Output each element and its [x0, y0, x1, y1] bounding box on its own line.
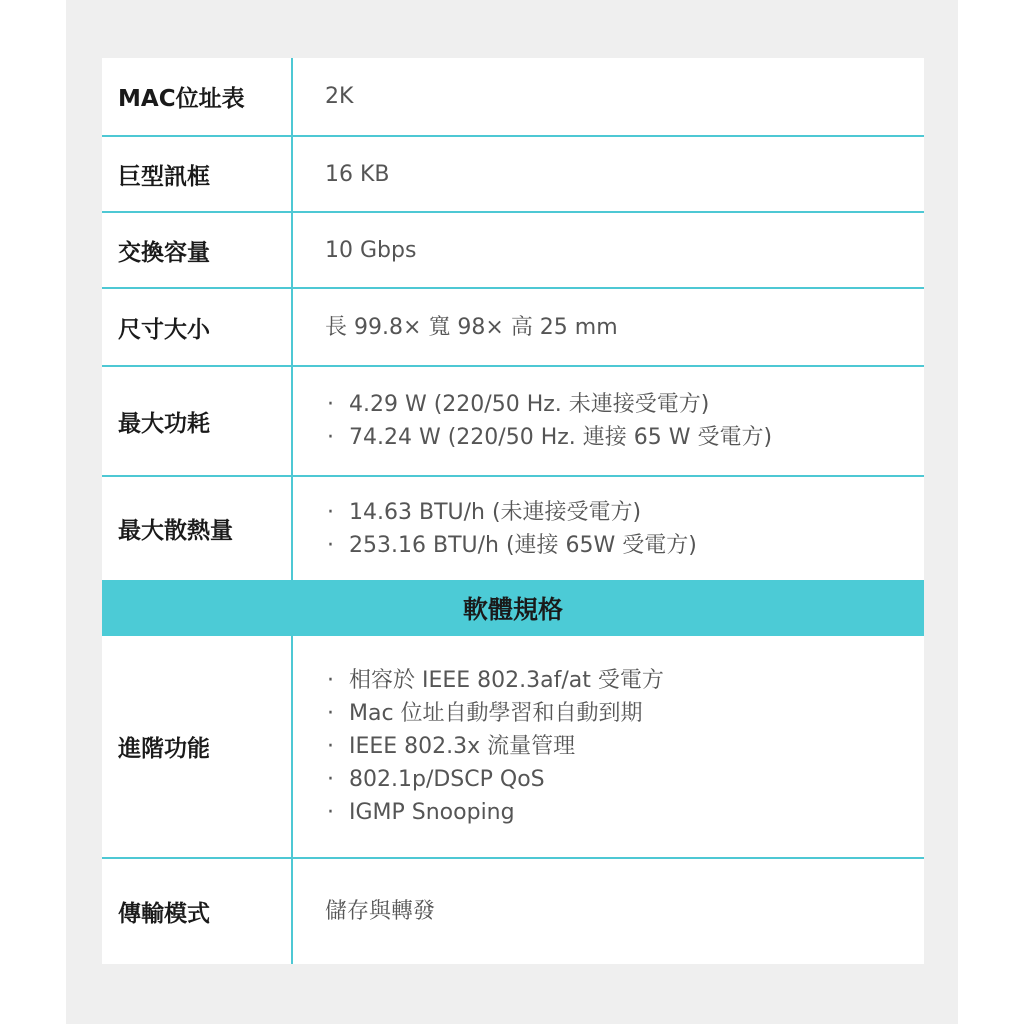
spec-row-dimensions	[102, 288, 924, 366]
list-item: · IEEE 802.3x 流量管理	[325, 730, 924, 763]
spec-row-max-power	[102, 366, 924, 476]
spec-row-switching-capacity	[102, 212, 924, 288]
section-header-row	[102, 580, 924, 636]
spec-label: 巨型訊框	[102, 136, 292, 212]
list-item: · 802.1p/DSCP QoS	[325, 763, 924, 796]
spec-value: 16 KB	[292, 136, 924, 212]
spec-row-mac-table	[102, 58, 924, 136]
spec-value: 長 99.8× 寬 98× 高 25 mm	[292, 288, 924, 366]
list-item: · 74.24 W (220/50 Hz. 連接 65 W 受電方)	[325, 421, 924, 454]
spec-row-max-heat	[102, 476, 924, 580]
section-header-title: 軟體規格	[102, 580, 924, 636]
list-item: · 14.63 BTU/h (未連接受電方)	[325, 496, 924, 529]
spec-label: 進階功能	[102, 636, 292, 858]
spec-value: 儲存與轉發	[325, 899, 436, 924]
spec-label: 最大散熱量	[102, 476, 292, 580]
spec-table	[102, 58, 924, 964]
spec-value: 2K	[292, 58, 924, 136]
list-item: · 相容於 IEEE 802.3af/at 受電方	[325, 664, 924, 697]
spec-value-list	[292, 476, 924, 580]
spec-label: 尺寸大小	[102, 288, 292, 366]
spec-label: 傳輸模式	[102, 858, 292, 964]
spec-label: MAC位址表	[102, 58, 292, 136]
spec-value-list	[292, 636, 924, 858]
list-item: · 4.29 W (220/50 Hz. 未連接受電方)	[325, 388, 924, 421]
spec-value: 10 Gbps	[292, 212, 924, 288]
spec-row-transfer-mode	[102, 858, 924, 964]
list-item: · Mac 位址自動學習和自動到期	[325, 697, 924, 730]
list-item: · 253.16 BTU/h (連接 65W 受電方)	[325, 529, 924, 562]
spec-row-advanced-features	[102, 636, 924, 858]
spec-row-jumbo-frame	[102, 136, 924, 212]
spec-label: 交換容量	[102, 212, 292, 288]
list-item: · IGMP Snooping	[325, 796, 924, 829]
spec-value-list	[292, 366, 924, 476]
spec-label: 最大功耗	[102, 366, 292, 476]
